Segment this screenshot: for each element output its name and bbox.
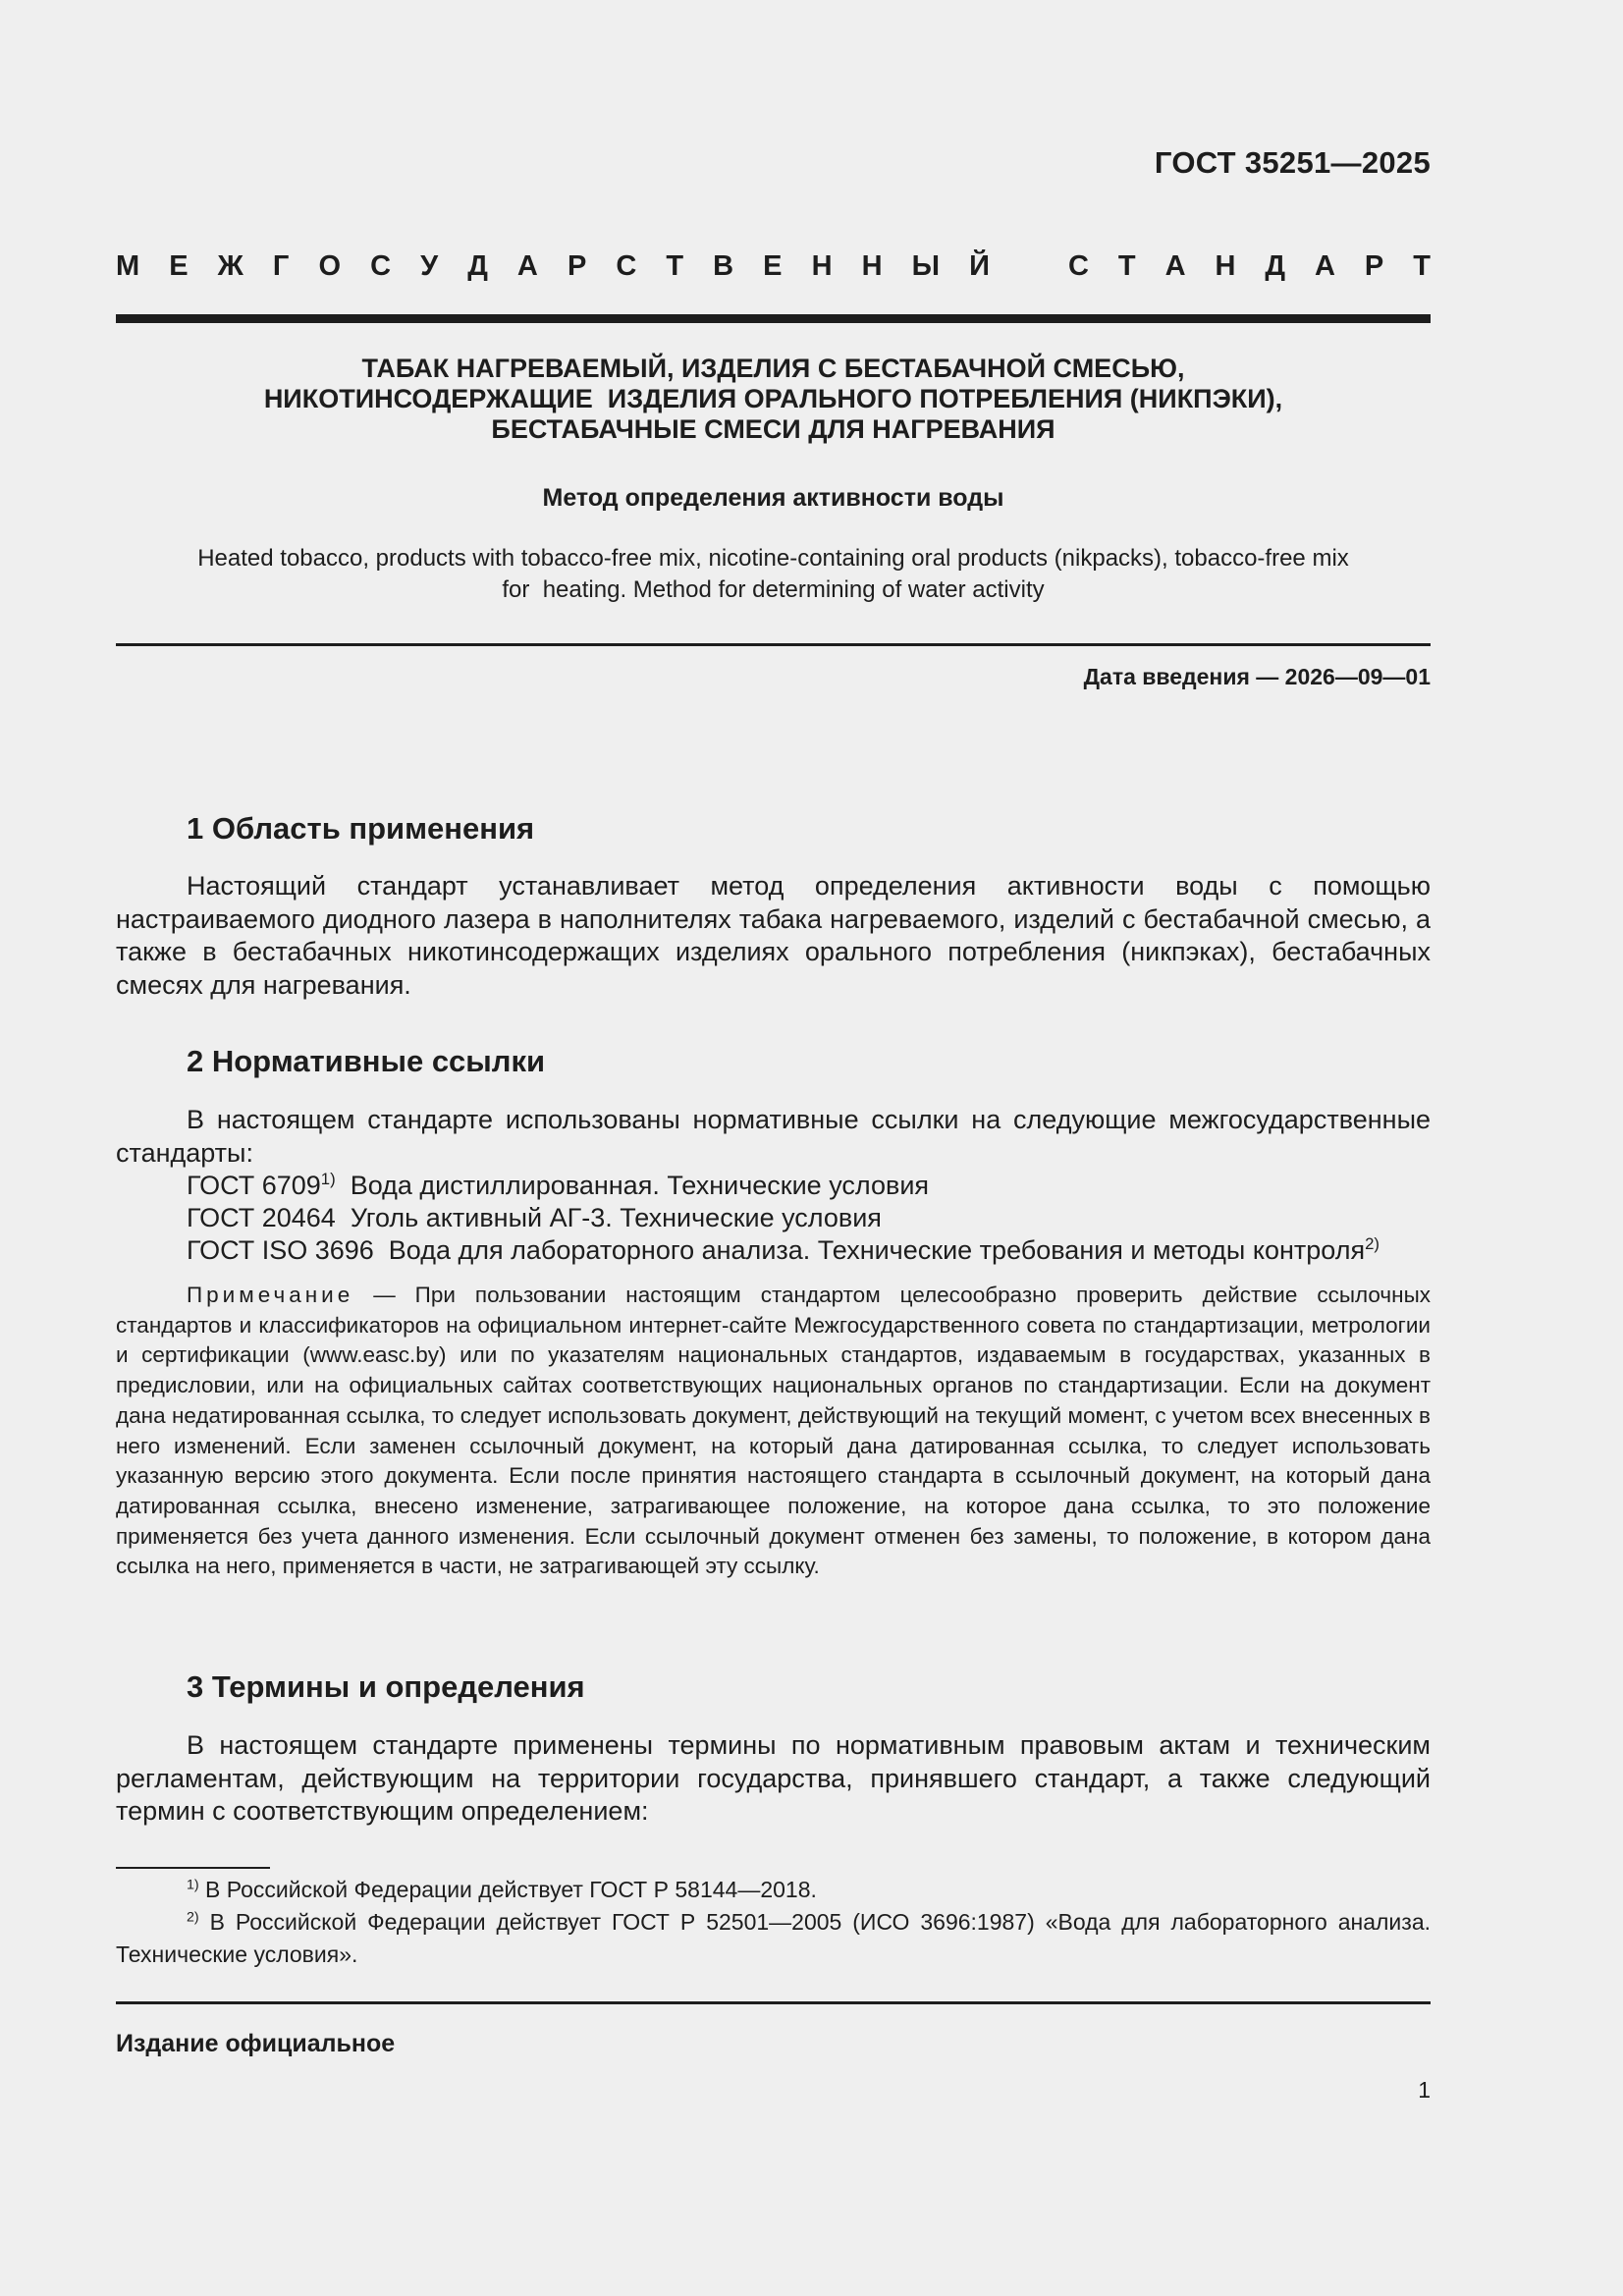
footnote-separator bbox=[116, 1867, 270, 1869]
section-2-heading: 2 Нормативные ссылки bbox=[187, 1044, 546, 1078]
reference-item: ГОСТ ISO 3696 Вода для лабораторного анализа. Технические требования и методы контроля$^{2)}$ bbox=[187, 1234, 1380, 1265]
section-3-heading: 3 Термины и определения bbox=[187, 1669, 585, 1704]
gost-number: ГОСТ 35251—2025 bbox=[1154, 145, 1431, 180]
document-page bbox=[116, 0, 1431, 2296]
note-label: Примечание bbox=[187, 1283, 354, 1307]
section-3-text: В настоящем стандарте применены термины по нормативным правовым актам и техническим регламентам, действующим на территории государства, принявшего стандарт, а также следующий термин с соответствующим определением: bbox=[116, 1730, 1431, 1826]
standard-type-word1: М Е Ж Г О С У Д А Р С Т В Е Н Н Ы Й bbox=[116, 250, 990, 282]
page-number: 1 bbox=[1418, 2077, 1431, 2103]
document-title: ТАБАК НАГРЕВАЕМЫЙ, ИЗДЕЛИЯ С БЕСТАБАЧНОЙ СМЕСЬЮ, НИКОТИНСОДЕРЖАЩИЕ ИЗДЕЛИЯ ОРАЛЬНОГО ПОТРЕБЛЕНИЯ (НИКПЭКИ), БЕСТАБАЧНЫЕ СМЕСИ ДЛЯ НАГРЕВАНИЯ bbox=[263, 354, 1283, 444]
footnote-1: $^{1)}$ В Российской Федерации действует ГОСТ Р 58144—2018. bbox=[187, 1877, 817, 1902]
footer-divider bbox=[116, 2001, 1431, 2004]
official-edition-label: Издание официальное bbox=[116, 2030, 396, 2057]
section-2-intro: В настоящем стандарте использованы нормативные ссылки на следующие межгосударственные стандарты: bbox=[116, 1105, 1431, 1168]
standard-type-word2: С Т А Н Д А Р Т bbox=[1068, 250, 1431, 282]
note-text: — При пользовании настоящим стандартом целесообразно проверить действие ссылочных стандартов и классификаторов на официальном интернет-сайте Межгосударственного совета по стандартизации, метрологии и сертификации (www.easc.by) или по указателям национальных стандартов, издаваемым в государствах, указанных в предисловии, или на официальных сайтах соответствующих национальных органов по стандартизации. Если на документ дана недатированная ссылка, то следует использовать документ, действующий на текущий момент, с учетом всех внесенных в него изменений. Если заменен ссылочный документ, на который дана датированная ссылка, то следует использовать указанную версию этого документа. Если после принятия настоящего стандарта в ссылочный документ, на который дана датированная ссылка, внесено изменение, затрагивающее положение, на которое дана ссылка, то это положение применяется без учета данного изменения. Если ссылочный документ отменен без замены, то положение, в котором дана ссылка на него, применяется в части, не затрагивающей эту ссылку. bbox=[116, 1283, 1431, 1579]
section-1-text: Настоящий стандарт устанавливает метод определения активности воды с помощью настраиваемого диодного лазера в наполнителях табака нагреваемого, изделий с бестабачной смесью, а также в бестабачных никотинсодержащих изделиях орального потребления (никпэках), бестабачных смесях для нагревания. bbox=[116, 871, 1431, 1000]
document-subtitle: Метод определения активности воды bbox=[542, 484, 1004, 512]
reference-item: ГОСТ 20464 Уголь активный АГ-3. Технические условия bbox=[187, 1203, 882, 1232]
standard-type-heading bbox=[116, 250, 1431, 283]
footnote-2: $^{2)}$ В Российской Федерации действует ГОСТ Р 52501—2005 (ИСО 3696:1987) «Вода для лабораторного анализа. Технические условия». bbox=[116, 1909, 1431, 1967]
english-title: Heated tobacco, products with tobacco-free mix, nicotine-containing oral products (nikpacks), tobacco-free mix for heating. Method for determining of water activity bbox=[197, 545, 1349, 603]
reference-item: ГОСТ 6709$^{1)}$ Вода дистиллированная. Технические условия bbox=[187, 1170, 930, 1200]
header-thick-rule bbox=[116, 314, 1431, 323]
section-1-heading: 1 Область применения bbox=[187, 811, 535, 846]
references-note bbox=[116, 1281, 1431, 1582]
introduction-date: Дата введения — 2026—09—01 bbox=[1083, 664, 1431, 689]
title-divider bbox=[116, 643, 1431, 646]
